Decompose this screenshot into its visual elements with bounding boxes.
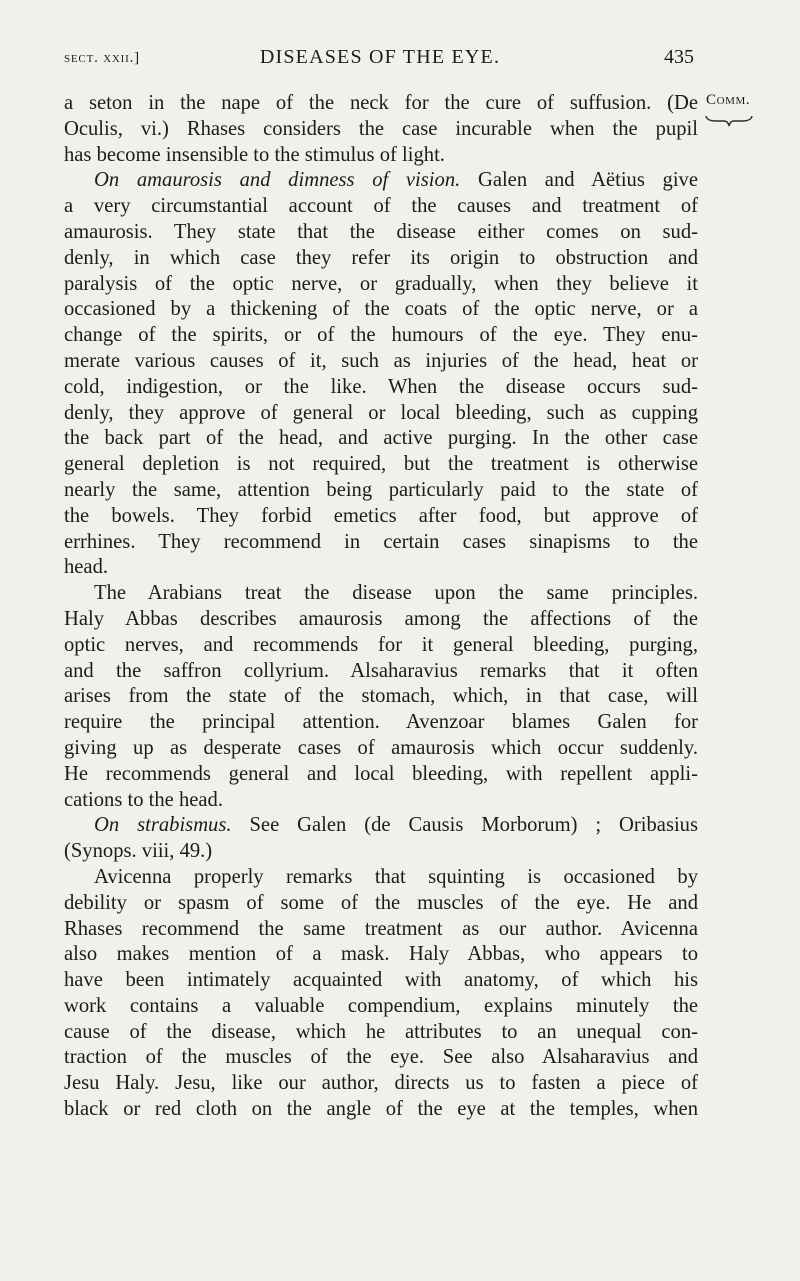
line-text: denly, they approve of general or local bleeding, such as cupping (64, 401, 698, 424)
line-text: arises from the state of the stomach, which, in that case, will (64, 685, 698, 708)
line-text: the bowels. They forbid emetics after food, but approve of (64, 504, 698, 527)
text-line (64, 891, 698, 917)
section-label: sect. xxii.] (64, 50, 140, 66)
line-text: Rhases recommend the same treatment as our author. Avicenna (64, 917, 698, 940)
text-line (64, 220, 698, 246)
text-line (64, 91, 698, 117)
text-line (64, 375, 698, 401)
section-heading-amaurosis: On amaurosis and dimness of vision. (94, 169, 461, 192)
text-line (64, 736, 698, 762)
text-line (64, 607, 698, 633)
text-line (64, 684, 698, 710)
line-text: nearly the same, attention being particularly paid to the state of (64, 478, 698, 501)
margin-note: Comm. (706, 92, 751, 108)
text-line (64, 994, 698, 1020)
text-line (64, 452, 698, 478)
text-line (64, 194, 698, 220)
text-line (64, 1045, 698, 1071)
line-text: work contains a valuable compendium, explains minutely the (64, 994, 698, 1017)
text-line (64, 581, 698, 607)
text-line (64, 1020, 698, 1046)
section-heading-strabismus: On strabismus. (94, 814, 232, 837)
line-text: denly, in which case they refer its origin to obstruction and (64, 246, 698, 269)
line-text: cations to the head. (64, 788, 223, 811)
text-line (64, 710, 698, 736)
text-line (64, 401, 698, 427)
text-line (64, 504, 698, 530)
text-line (64, 788, 698, 814)
text-line (64, 762, 698, 788)
line-text: the back part of the head, and active purging. In the other case (64, 427, 698, 450)
line-text: occasioned by a thickening of the coats of the optic nerve, or a (64, 298, 698, 321)
page-title: DISEASES OF THE EYE. (259, 46, 501, 68)
line-text: The Arabians treat the disease upon the same principles. (94, 582, 698, 605)
line-text: giving up as desperate cases of amaurosis which occur suddenly. (64, 736, 698, 759)
text-line (64, 272, 698, 298)
line-text: black or red cloth on the angle of the eye at the temples, when (64, 1098, 698, 1121)
text-line (64, 865, 698, 891)
line-text: have been intimately acquainted with anatomy, of which his (64, 969, 698, 992)
line-text: paralysis of the optic nerve, or gradually, when they believe it (64, 272, 698, 295)
line-text: Galen and Aëtius give (460, 169, 698, 192)
line-text: require the principal attention. Avenzoar blames Galen for (64, 711, 698, 734)
page-number: 435 (664, 46, 694, 68)
text-line (64, 813, 698, 839)
text-line (64, 839, 698, 865)
line-text: cause of the disease, which he attributes to an unequal con- (64, 1020, 698, 1043)
text-line (64, 917, 698, 943)
line-text: (Synops. viii, 49.) (64, 840, 213, 863)
text-line (64, 942, 698, 968)
line-text: merate various causes of it, such as injuries of the head, heat or (64, 349, 698, 372)
line-text: He recommends general and local bleeding, with repellent appli- (64, 762, 698, 785)
line-text: debility or spasm of some of the muscles of the eye. He and (64, 891, 698, 914)
text-line (64, 1071, 698, 1097)
text-line (64, 1097, 698, 1123)
line-text: head. (64, 556, 109, 579)
text-line (64, 478, 698, 504)
text-line (64, 297, 698, 323)
running-header (64, 46, 696, 76)
line-text: a very circumstantial account of the causes and treatment of (64, 195, 698, 218)
line-text: See Galen (de Causis Morborum) ; Oribasius (231, 814, 698, 837)
text-line (64, 117, 698, 143)
line-text: and the saffron collyrium. Alsaharavius remarks that it often (64, 659, 698, 682)
text-line (64, 143, 698, 169)
line-text: optic nerves, and recommends for it general bleeding, purging, (64, 633, 698, 656)
line-text: Oculis, vi.) Rhases considers the case incurable when the pupil (64, 117, 698, 140)
body-text (64, 91, 698, 1123)
text-line (64, 426, 698, 452)
line-text: cold, indigestion, or the like. When the disease occurs sud- (64, 375, 698, 398)
brace-icon (704, 114, 754, 128)
text-line (64, 246, 698, 272)
line-text: traction of the muscles of the eye. See also Alsaharavius and (64, 1046, 698, 1069)
text-line (64, 530, 698, 556)
line-text: a seton in the nape of the neck for the cure of suffusion. (De (64, 92, 698, 114)
line-text: general depletion is not required, but the treatment is otherwise (64, 453, 698, 476)
line-text: has become insensible to the stimulus of light. (64, 143, 445, 166)
text-line (64, 968, 698, 994)
line-text: Avicenna properly remarks that squinting is occasioned by (94, 865, 698, 888)
line-text: errhines. They recommend in certain cases sinapisms to the (64, 530, 698, 553)
text-line (64, 633, 698, 659)
line-text: also makes mention of a mask. Haly Abbas, who appears to (64, 943, 698, 966)
text-line (64, 555, 698, 581)
line-text: Haly Abbas describes amaurosis among the affections of the (64, 607, 698, 630)
text-line (64, 659, 698, 685)
line-text: amaurosis. They state that the disease either comes on sud- (64, 220, 698, 243)
text-line (64, 168, 698, 194)
text-line (64, 349, 698, 375)
text-line (64, 323, 698, 349)
line-text: Jesu Haly. Jesu, like our author, directs us to fasten a piece of (64, 1072, 698, 1095)
line-text: change of the spirits, or of the humours of the eye. They enu- (64, 324, 698, 347)
